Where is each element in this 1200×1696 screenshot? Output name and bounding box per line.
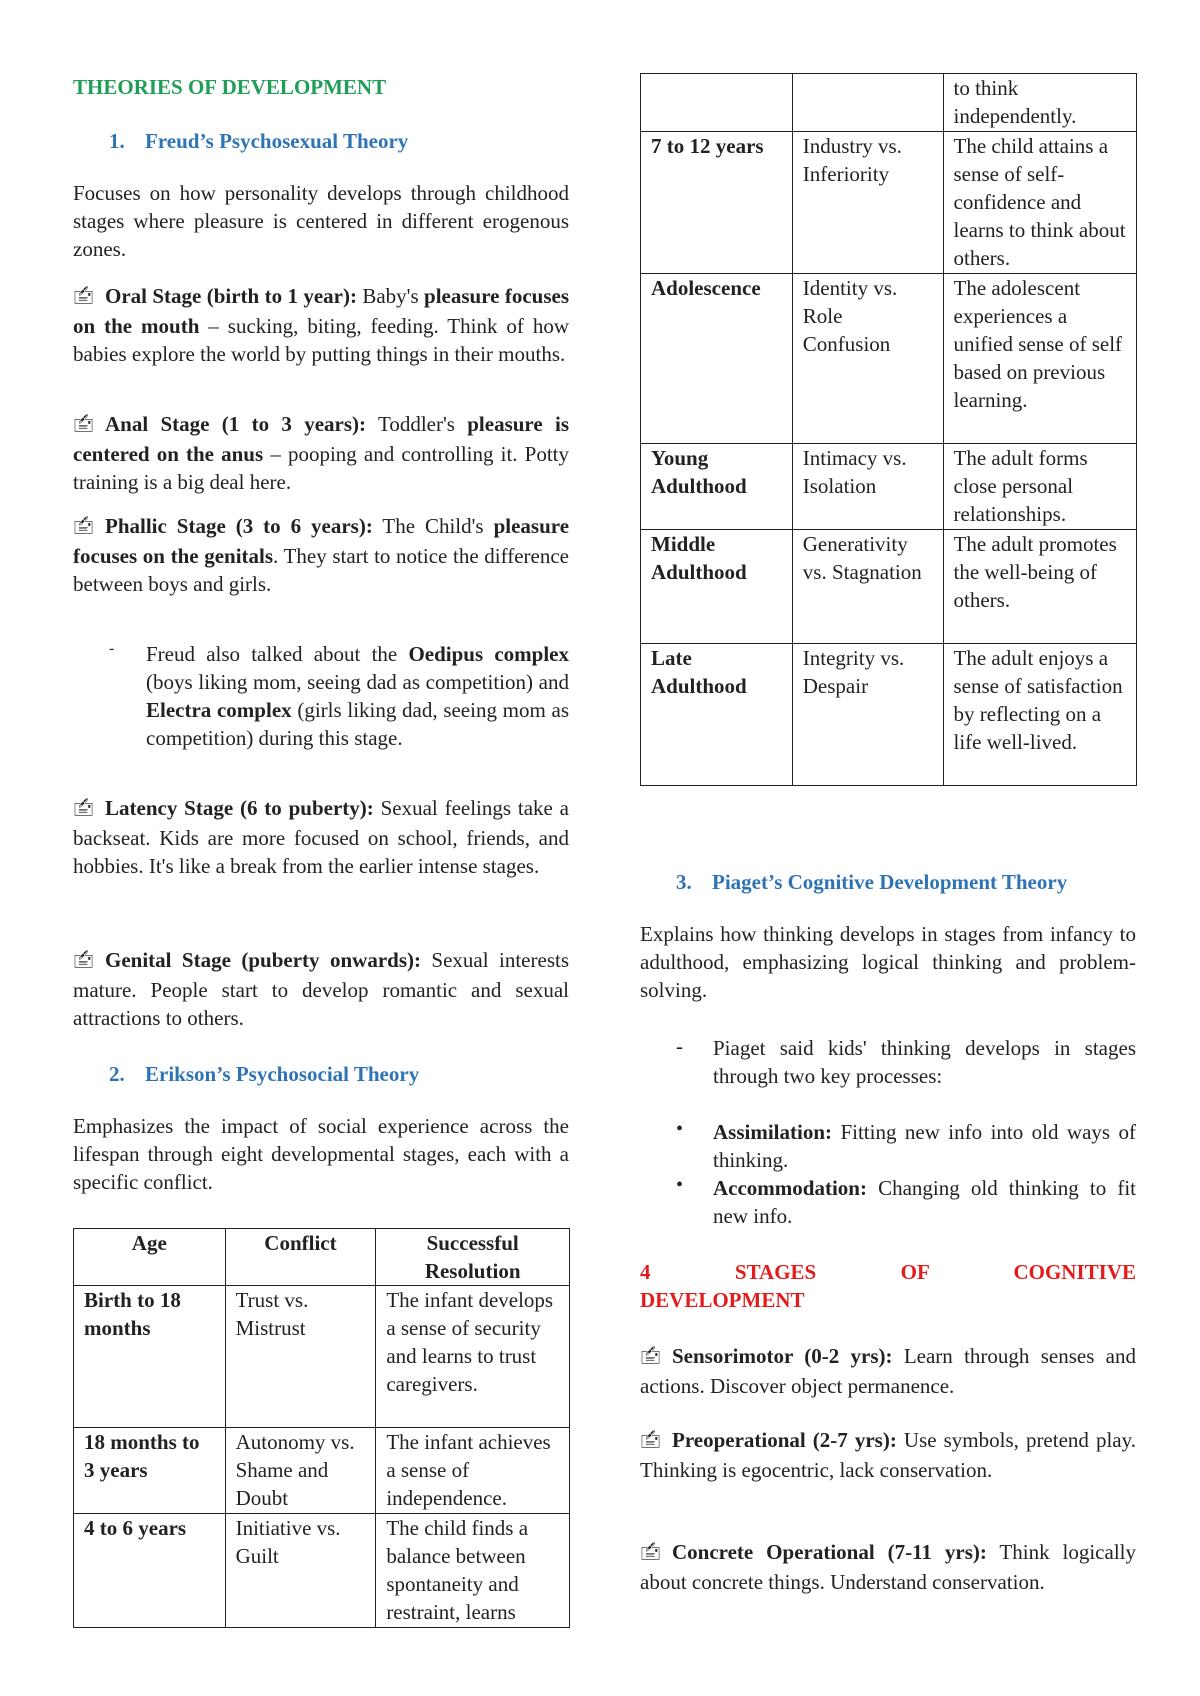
piaget-title: Piaget’s Cognitive Development Theory — [712, 870, 1068, 894]
freud-heading — [109, 127, 408, 155]
accommodation-desc: Changing old thinking to fit new info. — [713, 1176, 1137, 1228]
conflict-cell: Identity vs. Role Confusion — [792, 274, 943, 444]
pen-bullet-icon: 🖆 — [640, 1543, 662, 1564]
piaget-number: 3. — [676, 870, 692, 894]
accommodation-item — [640, 1174, 1136, 1230]
oedipus-item — [73, 640, 569, 780]
oedipus-post: (girls liking dad, seeing mom as competition) during this stage. — [146, 698, 570, 750]
table-row — [641, 644, 1137, 786]
table-row — [641, 274, 1137, 444]
oedipus-text — [146, 640, 569, 752]
anal-bold: pleasure is centered on the anus — [73, 412, 569, 466]
oedipus-bold: Oedipus complex — [408, 642, 569, 666]
dot-bullet: • — [676, 1174, 684, 1196]
oral-post: – sucking, biting, feeding. Think of how babies explore the world by putting things in their mouths. — [73, 314, 569, 366]
erikson-intro: Emphasizes the impact of social experience across the lifespan through eight developmental stages, each with a specific conflict. — [73, 1114, 569, 1194]
freud-number: 1. — [109, 129, 125, 153]
concrete-operational-stage — [640, 1538, 1136, 1596]
preoperational-stage — [640, 1426, 1136, 1484]
oedipus-mid: (boys liking mom, seeing dad as competition) and — [146, 670, 569, 694]
dash-bullet: - — [676, 1034, 683, 1058]
conflict-cell: Intimacy vs. Isolation — [792, 444, 943, 530]
cognitive-stages-heading-line2: DEVELOPMENT — [640, 1288, 805, 1312]
header-resolution: Successful Resolution — [376, 1229, 570, 1286]
accommodation-label: Accommodation: — [713, 1176, 867, 1200]
age-cell: 18 months to 3 years — [74, 1428, 226, 1514]
pen-bullet-icon: 🖆 — [73, 415, 95, 436]
table-row — [74, 1514, 570, 1628]
preoperational-text: Use symbols, pretend play. Thinking is egocentric, lack conservation. — [640, 1428, 1137, 1482]
sensorimotor-text: Learn through senses and actions. Discover object permanence. — [640, 1344, 1137, 1398]
freud-title: Freud’s Psychosexual Theory — [145, 129, 409, 153]
age-cell — [641, 74, 793, 132]
pen-bullet-icon: 🖆 — [640, 1431, 662, 1452]
table-row — [74, 1428, 570, 1514]
freud-intro: Focuses on how personality develops through childhood stages where pleasure is centered in different erogenous zones. — [73, 181, 569, 261]
erikson-number: 2. — [109, 1062, 125, 1086]
conflict-cell: Autonomy vs. Shame and Doubt — [225, 1428, 376, 1514]
piaget-intro: Explains how thinking develops in stages from infancy to adulthood, emphasizing logical thinking and problem-solving. — [640, 922, 1136, 1002]
age-cell: Late Adulthood — [641, 644, 793, 786]
sensorimotor-stage — [640, 1342, 1136, 1400]
erikson-heading — [109, 1060, 419, 1088]
latency-stage — [73, 794, 569, 880]
resolution-cell: The infant achieves a sense of independence. — [376, 1428, 570, 1514]
phallic-bold: pleasure focuses on the genitals — [73, 514, 570, 568]
accommodation-text — [713, 1174, 1136, 1230]
anal-pre: Toddler's — [377, 412, 455, 436]
resolution-cell: The child attains a sense of self-confidence and learns to think about others. — [943, 132, 1137, 274]
header-conflict: Conflict — [225, 1229, 376, 1286]
age-cell: Young Adulthood — [641, 444, 793, 530]
anal-post: – pooping and controlling it. Potty training is a big deal here. — [73, 442, 570, 494]
assimilation-text — [713, 1118, 1136, 1174]
anal-stage — [73, 410, 569, 496]
age-cell: 4 to 6 years — [74, 1514, 226, 1628]
erikson-table-part1 — [73, 1228, 570, 1628]
oral-bold: pleasure focuses on the mouth — [73, 284, 570, 338]
pen-bullet-icon: 🖆 — [640, 1347, 662, 1368]
conflict-cell: Integrity vs. Despair — [792, 644, 943, 786]
electra-bold: Electra complex — [146, 698, 292, 722]
oedipus-pre: Freud also talked about the — [146, 642, 398, 666]
pen-bullet-icon: 🖆 — [73, 517, 95, 538]
resolution-cell: The adolescent experiences a unified sense of self based on previous learning. — [943, 274, 1137, 444]
table-row — [641, 444, 1137, 530]
assimilation-desc: Fitting new info into old ways of thinking. — [713, 1120, 1136, 1172]
concrete-label: Concrete Operational (7-11 yrs): — [672, 1540, 987, 1564]
cognitive-stages-heading-line1: 4 STAGES OF COGNITIVE — [640, 1260, 1136, 1284]
oral-pre: Baby's — [362, 284, 419, 308]
age-cell: Middle Adulthood — [641, 530, 793, 644]
preoperational-label: Preoperational (2-7 yrs): — [672, 1428, 897, 1452]
resolution-cell: The infant develops a sense of security and learns to trust caregivers. — [376, 1286, 570, 1428]
latency-label: Latency Stage (6 to puberty): — [105, 796, 374, 820]
header-age: Age — [74, 1229, 226, 1286]
anal-label: Anal Stage (1 to 3 years): — [105, 412, 367, 436]
oral-label: Oral Stage (birth to 1 year): — [105, 284, 357, 308]
latency-text: Sexual feelings take a backseat. Kids are more focused on school, friends, and hobbies. It's like a break from the earlier intense stages. — [73, 796, 569, 878]
table-row — [641, 530, 1137, 644]
assimilation-label: Assimilation: — [713, 1120, 833, 1144]
page-title: THEORIES OF DEVELOPMENT — [73, 75, 387, 99]
conflict-cell: Industry vs. Inferiority — [792, 132, 943, 274]
age-cell: Birth to 18 months — [74, 1286, 226, 1428]
sensorimotor-label: Sensorimotor (0-2 yrs): — [672, 1344, 893, 1368]
genital-text: Sexual interests mature. People start to develop romantic and sexual attractions to others. — [73, 948, 569, 1030]
table-row — [641, 132, 1137, 274]
pen-bullet-icon: 🖆 — [73, 951, 95, 972]
piaget-dash-item — [640, 1034, 1136, 1090]
assimilation-item — [640, 1118, 1136, 1174]
genital-stage — [73, 946, 569, 1032]
table-row — [641, 74, 1137, 132]
erikson-title: Erikson’s Psychosocial Theory — [145, 1062, 420, 1086]
conflict-cell: Generativity vs. Stagnation — [792, 530, 943, 644]
conflict-cell: Initiative vs. Guilt — [225, 1514, 376, 1628]
table-row — [74, 1286, 570, 1428]
resolution-cell: The adult promotes the well-being of others. — [943, 530, 1137, 644]
conflict-cell — [792, 74, 943, 132]
resolution-cell: The child finds a balance between spontaneity and restraint, learns — [376, 1514, 570, 1628]
resolution-cell: to think independently. — [943, 74, 1137, 132]
age-cell: Adolescence — [641, 274, 793, 444]
dot-bullet: • — [676, 1118, 684, 1140]
resolution-cell: The adult forms close personal relationships. — [943, 444, 1137, 530]
oral-stage — [73, 282, 569, 368]
piaget-heading — [676, 868, 1067, 896]
phallic-pre: The Child's — [382, 514, 484, 538]
pen-bullet-icon: 🖆 — [73, 287, 95, 308]
piaget-dash-text: Piaget said kids' thinking develops in stages through two key processes: — [713, 1036, 1136, 1088]
concrete-text: Think logically about concrete things. Understand conservation. — [640, 1540, 1136, 1594]
pen-bullet-icon: 🖆 — [73, 799, 95, 820]
table-header-row — [74, 1229, 570, 1286]
erikson-table-part2 — [640, 73, 1137, 786]
conflict-cell: Trust vs. Mistrust — [225, 1286, 376, 1428]
phallic-post: . They start to notice the difference between boys and girls. — [73, 544, 569, 596]
dash-bullet: - — [109, 640, 115, 657]
phallic-label: Phallic Stage (3 to 6 years): — [105, 514, 373, 538]
age-cell: 7 to 12 years — [641, 132, 793, 274]
phallic-stage — [73, 512, 569, 598]
resolution-cell: The adult enjoys a sense of satisfaction by reflecting on a life well-lived. — [943, 644, 1137, 786]
genital-label: Genital Stage (puberty onwards): — [105, 948, 421, 972]
